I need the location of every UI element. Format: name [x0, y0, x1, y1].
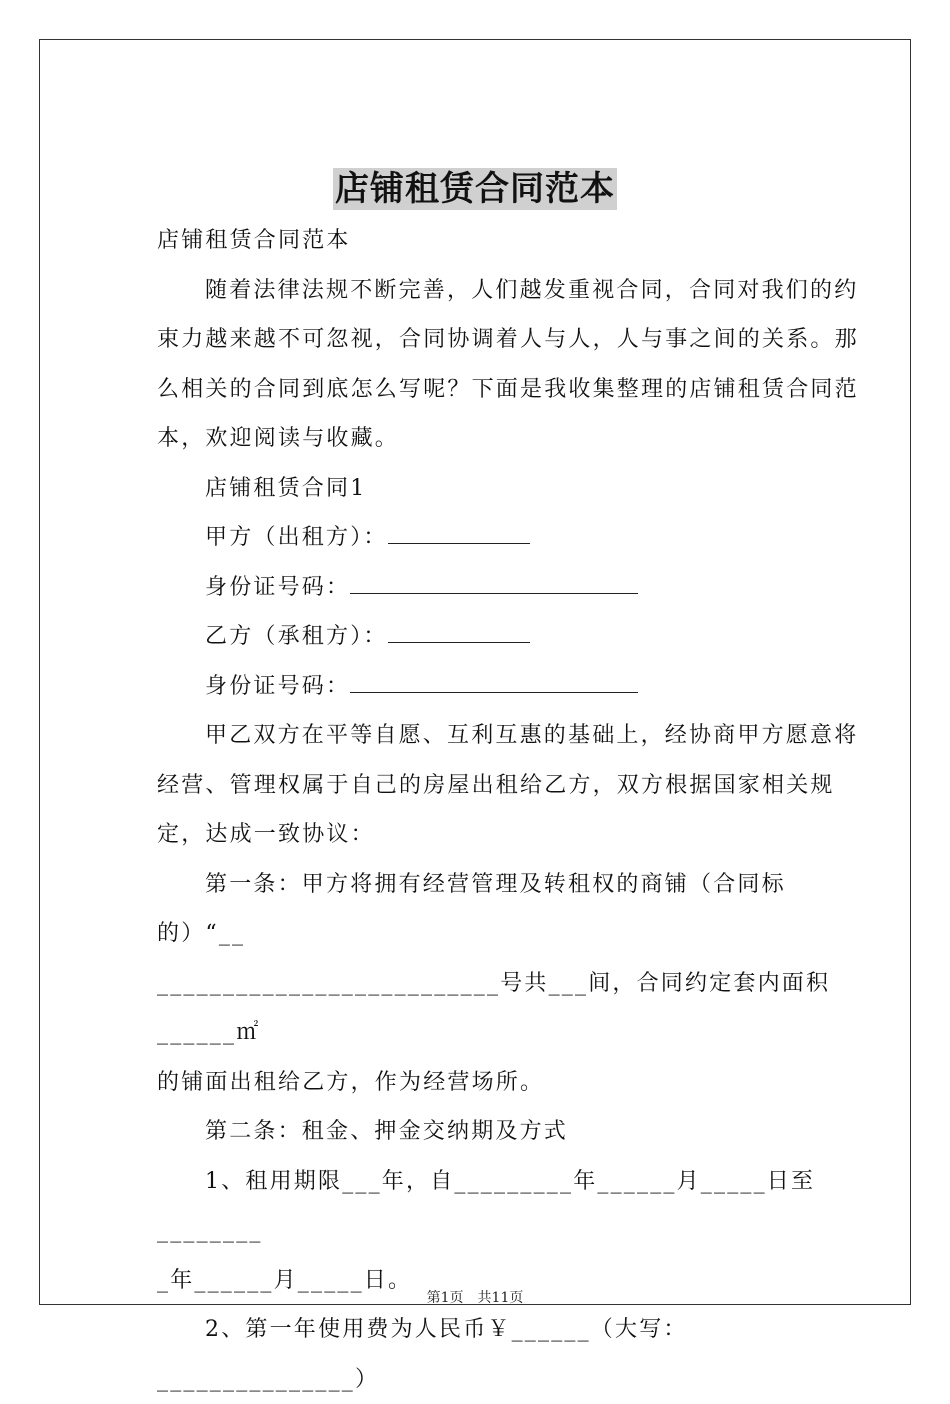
- term-line2: _年______月_____日。: [157, 1267, 413, 1293]
- article1-line1: 第一条：甲方将拥有经营管理及转租权的商铺（合同标的）“__: [157, 871, 786, 946]
- fee-line: 2、第一年使用费为人民币￥______（大写：_______________）: [157, 1317, 688, 1392]
- id-a-label: 身份证号码：: [205, 574, 351, 600]
- id-b-field[interactable]: [350, 670, 638, 693]
- intro-paragraph: 随着法律法规不断完善，人们越发重视合同，合同对我们的约束力越来越不可忽视，合同协调着人与人，人与事之间的关系。那么相关的合同到底怎么写呢？下面是我收集整理的店铺租赁合同范本，欢迎阅读与收藏。: [157, 277, 859, 451]
- page-footer: [40, 1287, 910, 1307]
- id-a-line: [157, 563, 873, 613]
- party-b-label: 乙方（承租方）：: [205, 624, 388, 649]
- article2-heading: 第二条：租金、押金交纳期及方式: [205, 1119, 569, 1144]
- party-b-line: [157, 612, 873, 662]
- article1-line3: 的铺面出租给乙方，作为经营场所。: [157, 1069, 545, 1095]
- article1-line2: __________________________号共___间，合同约定套内面积______㎡: [157, 970, 831, 1045]
- term-line1: 1、租用期限___年，自_________年______月_____日至________: [157, 1168, 816, 1243]
- party-a-label: 甲方（出租方）：: [205, 525, 388, 550]
- party-a-line: [157, 513, 873, 563]
- title-text: 店铺租赁合同范本: [335, 169, 615, 209]
- document-body: [157, 216, 873, 1404]
- party-b-field[interactable]: [388, 620, 530, 643]
- contract-heading: 店铺租赁合同1: [205, 475, 367, 501]
- id-b-label: 身份证号码：: [205, 673, 351, 699]
- document-page: [39, 39, 911, 1392]
- party-a-field[interactable]: [388, 521, 530, 544]
- page-number: 第1页 共11页: [426, 1290, 524, 1306]
- agreement-paragraph: 甲乙双方在平等自愿、互利互惠的基础上，经协商甲方愿意将经营、管理权属于自己的房屋出租给乙方，双方根据国家相关规定，达成一致协议：: [157, 723, 859, 847]
- id-b-line: [157, 662, 873, 712]
- document-title: [40, 168, 910, 210]
- id-a-field[interactable]: [350, 571, 638, 594]
- subtitle: 店铺租赁合同范本: [157, 228, 351, 253]
